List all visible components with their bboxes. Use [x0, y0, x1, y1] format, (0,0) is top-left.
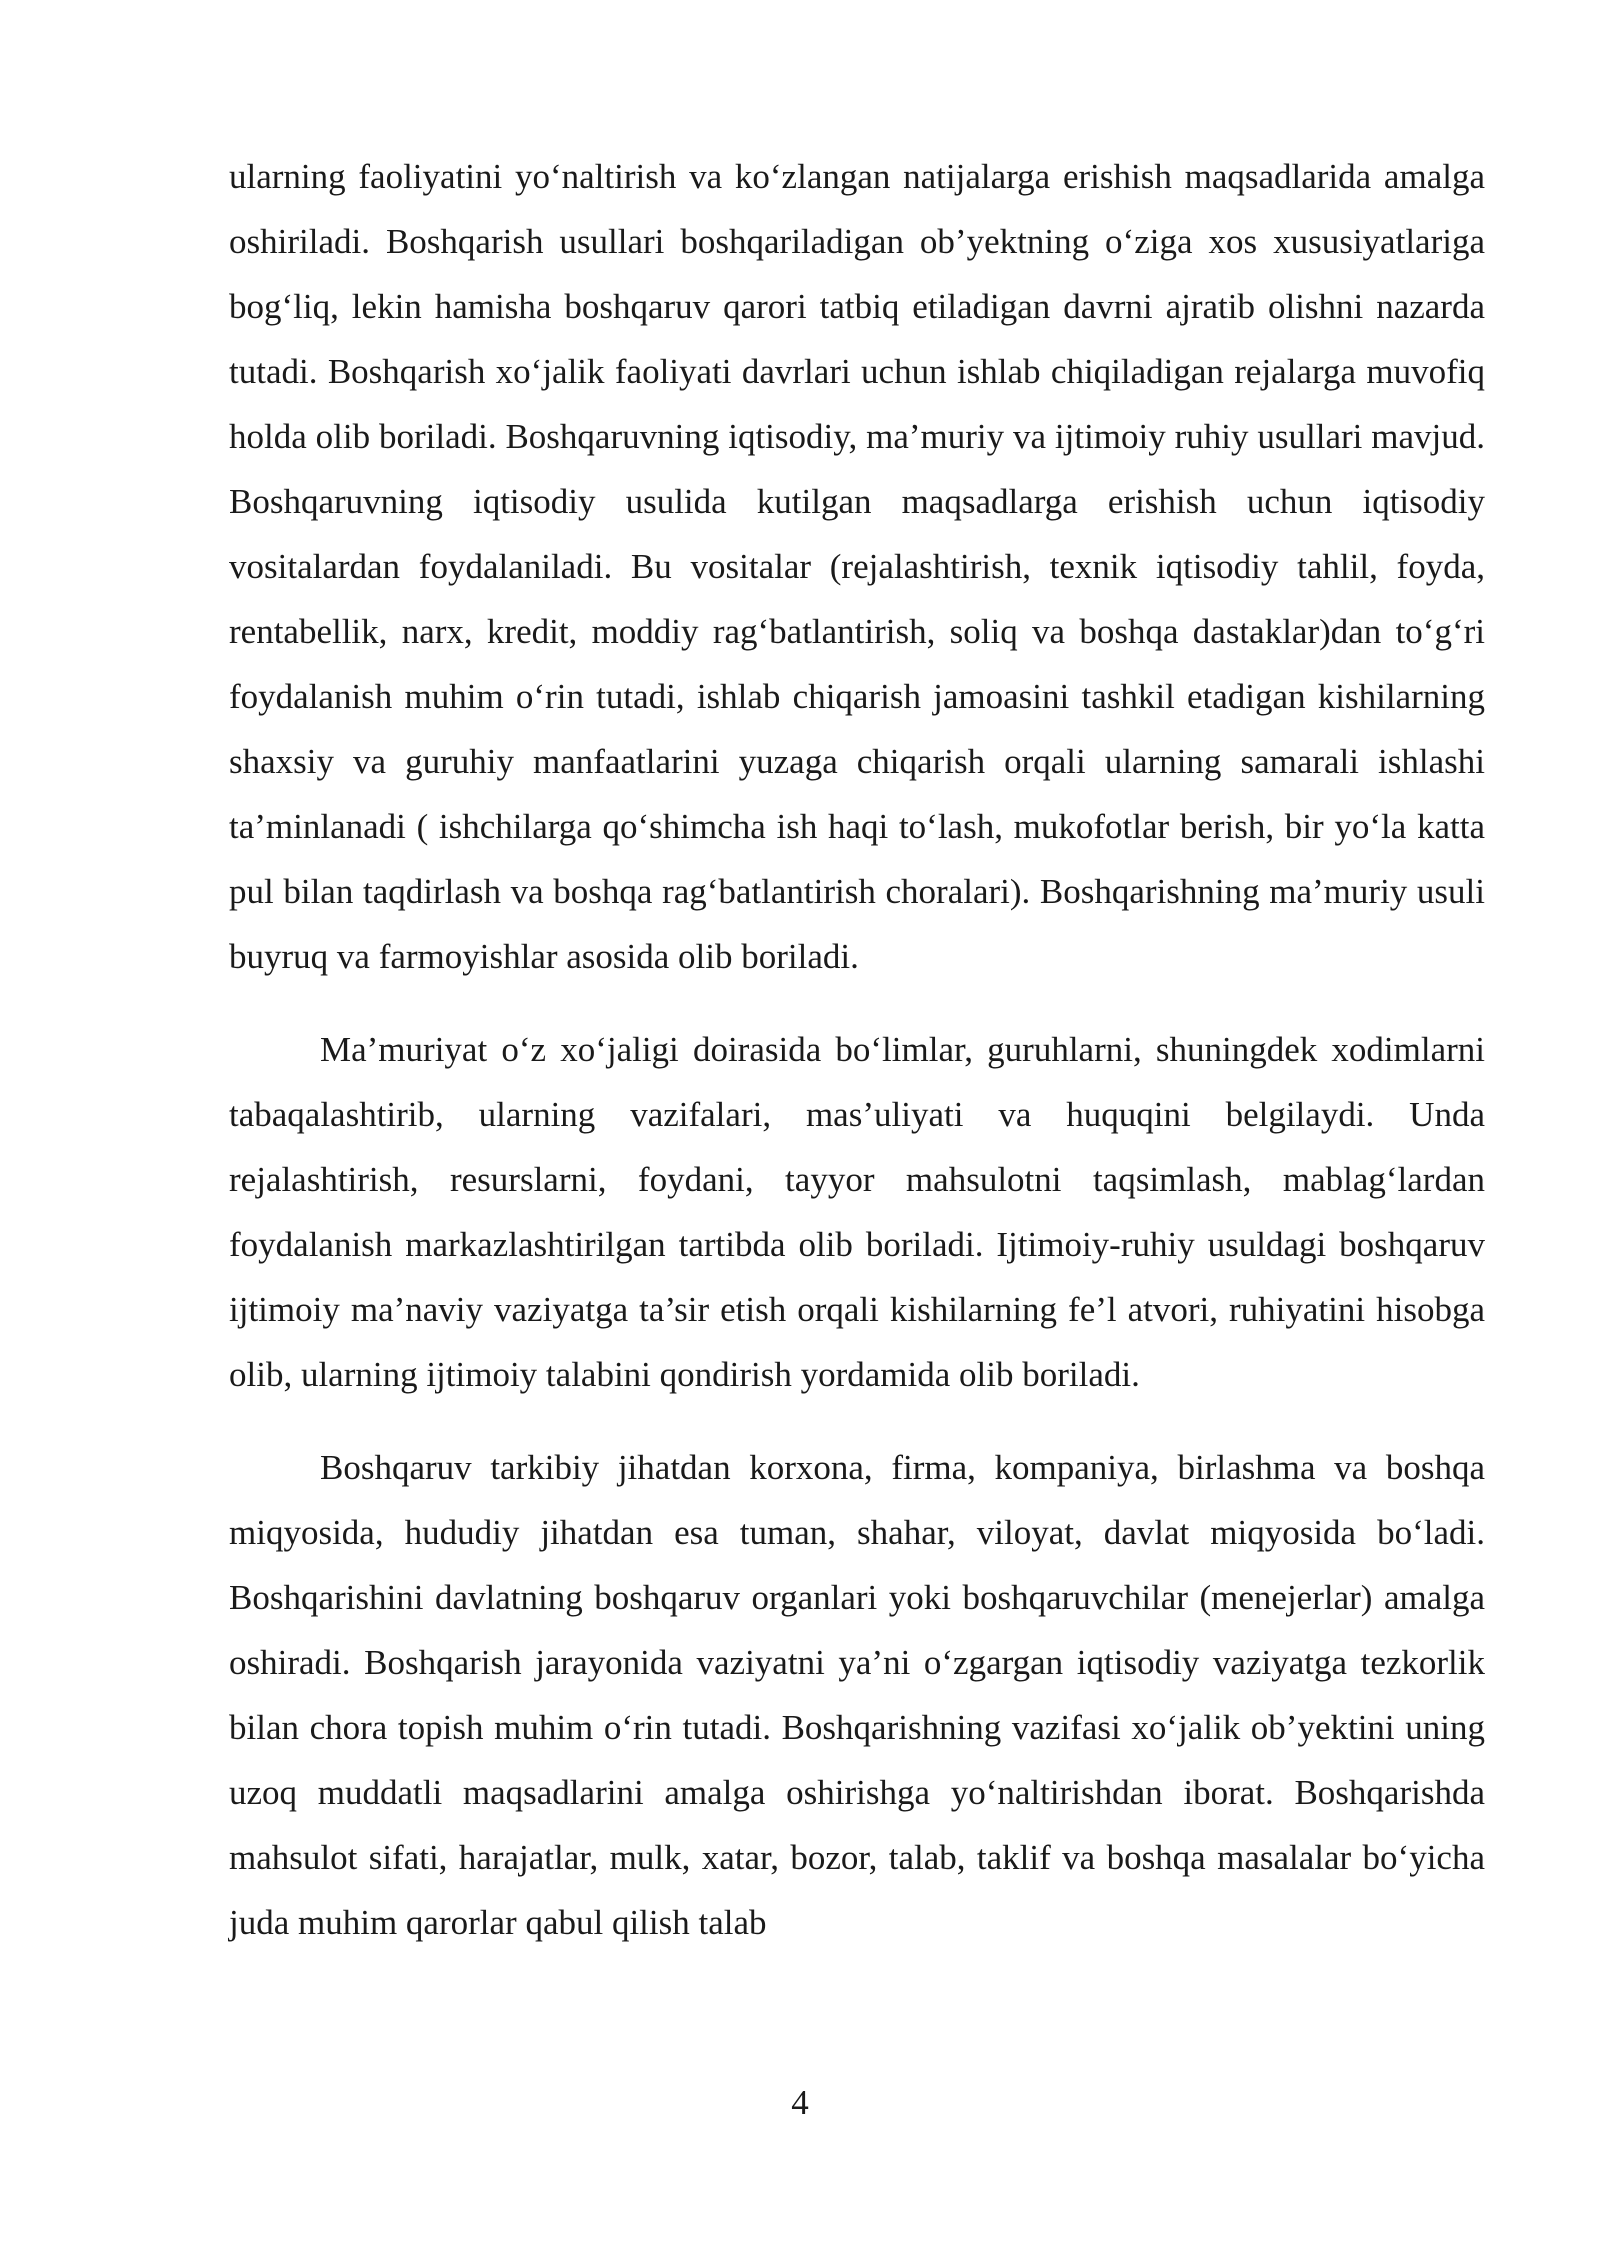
- paragraph-2: Ma’muriyat o‘z xo‘jaligi doirasida bo‘limlar, guruhlarni, shuningdek xodimlarni tabaqalashtirib, ularning vazifalari, mas’uliyati va huquqini belgilaydi. Unda rejalashtirish, resurslarni, foydani, tayyor mahsulotni taqsimlash, mablag‘lardan foydalanish markazlashtirilgan tartibda olib boriladi. Ijtimoiy-ruhiy usuldagi boshqaruv ijtimoiy ma’naviy vaziyatga ta’sir etish orqali kishilarning fe’l atvori, ruhiyatini hisobga olib, ularning ijtimoiy talabini qondirish yordamida olib boriladi.: [229, 1030, 1485, 1394]
- page-number: 4: [791, 2083, 809, 2122]
- body-text: [229, 144, 1485, 1955]
- paragraph-1: ularning faoliyatini yo‘naltirish va ko‘zlangan natijalarga erishish maqsadlarida amalga oshiriladi. Boshqarish usullari boshqariladigan ob’yektning o‘ziga xos xususiyatlariga bog‘liq, lekin hamisha boshqaruv qarori tatbiq etiladigan davrni ajratib olishni nazarda tutadi. Boshqarish xo‘jalik faoliyati davrlari uchun ishlab chiqiladigan rejalarga muvofiq holda olib boriladi. Boshqaruvning iqtisodiy, ma’muriy va ijtimoiy ruhiy usullari mavjud. Boshqaruvning iqtisodiy usulida kutilgan maqsadlarga erishish uchun iqtisodiy vositalardan foydalaniladi. Bu vositalar (rejalashtirish, texnik iqtisodiy tahlil, foyda, rentabellik, narx, kredit, moddiy rag‘batlantirish, soliq va boshqa dastaklar)dan to‘g‘ri foydalanish muhim o‘rin tutadi, ishlab chiqarish jamoasini tashkil etadigan kishilarning shaxsiy va guruhiy manfaatlarini yuzaga chiqarish orqali ularning samarali ishlashi ta’minlanadi ( ishchilarga qo‘shimcha ish haqi to‘lash, mukofotlar berish, bir yo‘la katta pul bilan taqdirlash va boshqa rag‘batlantirish choralari). Boshqarishning ma’muriy usuli buyruq va farmoyishlar asosida olib boriladi.: [229, 157, 1485, 976]
- paragraph-3: Boshqaruv tarkibiy jihatdan korxona, firma, kompaniya, birlashma va boshqa miqyosida, hududiy jihatdan esa tuman, shahar, viloyat, davlat miqyosida bo‘ladi. Boshqarishini davlatning boshqaruv organlari yoki boshqaruvchilar (menejerlar) amalga oshiradi. Boshqarish jarayonida vaziyatni ya’ni o‘zgargan iqtisodiy vaziyatga tezkorlik bilan chora topish muhim o‘rin tutadi. Boshqarishning vazifasi xo‘jalik ob’yektini uning uzoq muddatli maqsadlarini amalga oshirishga yo‘naltirishdan iborat. Boshqarishda mahsulot sifati, harajatlar, mulk, xatar, bozor, talab, taklif va boshqa masalalar bo‘yicha juda muhim qarorlar qabul qilish talab: [229, 1448, 1485, 1942]
